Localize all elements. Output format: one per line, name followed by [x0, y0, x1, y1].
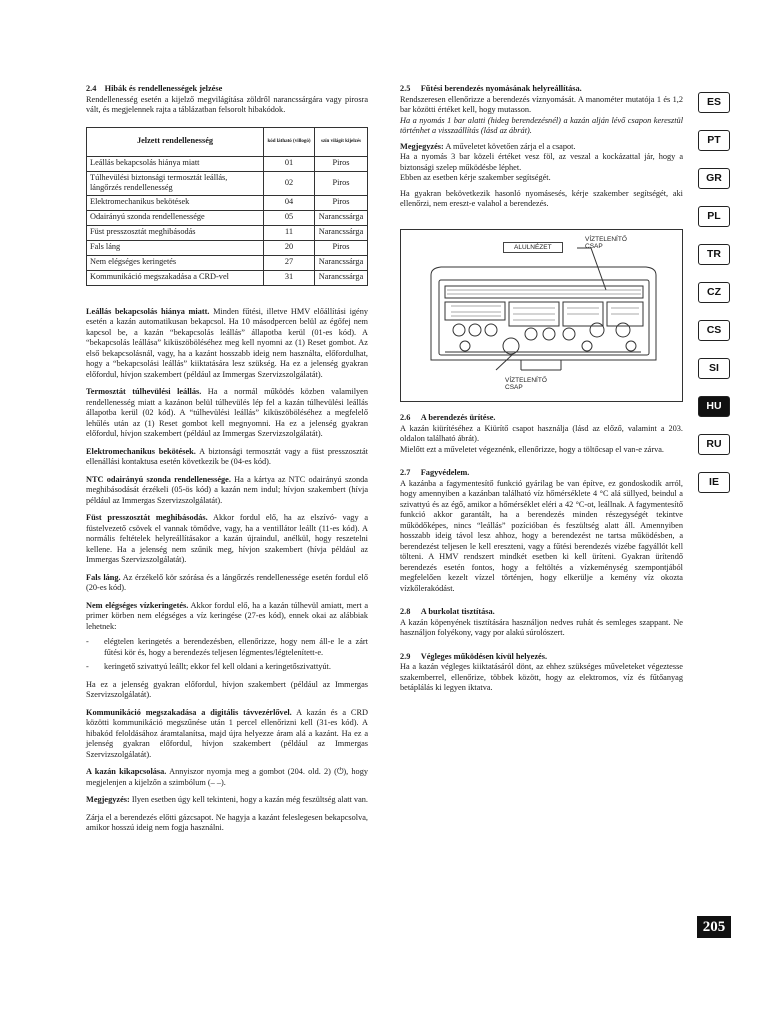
- section-2-5-p4: Ebben az esetben kérje szakember segítségét.: [400, 173, 551, 182]
- cell-fault: Kommunikáció megszakadása a CRD-vel: [87, 270, 264, 285]
- lead-switch-off: A kazán kikapcsolása.: [86, 767, 167, 776]
- cell-color: Piros: [315, 171, 368, 195]
- text-note: Ilyen esetben úgy kell tekinteni, hogy a kazán még feszültség alatt van.: [129, 795, 368, 804]
- section-2-4-title: 2.4 Hibák és rendellenességek jelzése: [86, 84, 223, 93]
- cell-code: 01: [264, 156, 315, 171]
- cell-code: 04: [264, 195, 315, 210]
- header-light: szín világít kijelzés: [315, 127, 368, 156]
- cell-color: Narancssárga: [315, 255, 368, 270]
- cell-color: Piros: [315, 240, 368, 255]
- lead-ignition-lockout: Leállás bekapcsolás hiánya miatt.: [86, 306, 210, 316]
- cell-color: Narancssárga: [315, 270, 368, 285]
- text-ignition-lockout: Minden fűtési, illetve HMV előállítási igény esetén a kazán automatikusan bekapcsol. Ha 10 másodpercen belül az égőfej nem kapcsol be, a kazán “bekapcsolás leállás” állapotba kerül (01-es kód). A “bekapcsolás leállása” kiküszöböléséhez meg kell nyomni az (1) Reset gombot. Az első bekapcsolásnál, vagy, ha a kazánt hosszabb ideig nem használta, előfordulhat, hogy a “bekapcsolási leállás” kiiktatására lesz szükség. Ha ez a jelenség gyakran előfordul, hívjon szakembert (például az Immergas Szervizszolgálatát).: [86, 306, 369, 379]
- paragraph-electromech: [86, 447, 368, 468]
- cell-color: Piros: [315, 195, 368, 210]
- tab-cs[interactable]: CS: [698, 320, 730, 341]
- lead-false-flame: Fals láng.: [86, 572, 121, 582]
- label-bottom-view: ALULNÉZET: [503, 242, 563, 253]
- cell-fault: Fals láng: [87, 240, 264, 255]
- text-false-flame: Az érzékelő kör szórása és a lángőrzés rendellenessége esetén fordul elő (20-es kód).: [86, 572, 368, 592]
- lead-note-2: Megjegyzés:: [400, 141, 444, 151]
- text-flue: Akkor fordul elő, ha az elszívó- vagy a füstelvezető csövek el vannak tömődve, vagy, ha a ventillátor leállt (11-es kód). A normális feltételek helyreállításakor a kazán újraindul, anélkül, hogy reszetelni kellene. Ha a jelenség nem szűnik meg, hívjon szakembert (hívja például az Immergas Szervizszolgálatát).: [86, 513, 368, 564]
- cell-code: 02: [264, 171, 315, 195]
- lead-note: Megjegyzés:: [86, 795, 130, 804]
- section-2-5-p1: [400, 95, 683, 137]
- text-circulation: Akkor fordul elő, ha a kazán túlhevül amiatt, mert a primer körben nem elégséges a víz keringése (27-es kód), ennek okai az alábbiak lehetnek:: [86, 600, 369, 631]
- cell-code: 20: [264, 240, 315, 255]
- section-2-6-title: 2.6 A berendezés ürítése.: [400, 413, 496, 422]
- text-switch-off: Annyiszor nyomja meg a gombot (204. old. 2) (⏻), hogy megjelenjen a kijelzőn a szimbólum (– –).: [86, 767, 369, 787]
- paragraph-call-service: Ha ez a jelenség gyakran előfordul, hívjon szakembert (például az Immergas Szervizszolgálatát).: [86, 679, 368, 699]
- cell-fault: Elektromechanikus bekötések: [87, 195, 264, 210]
- section-2-8-p1: A kazán köpenyének tisztítására használjon nedves ruhát és semleges szappant. Ne használjon folyékony, vagy por alakú súrolószert.: [400, 617, 683, 637]
- circulation-causes-list: [86, 637, 368, 673]
- language-tabs: [698, 92, 730, 510]
- table-row: [87, 195, 368, 210]
- paragraph-overheat: [86, 387, 368, 440]
- cell-color: Narancssárga: [315, 225, 368, 240]
- tab-pt[interactable]: PT: [698, 130, 730, 151]
- cell-code: 11: [264, 225, 315, 240]
- text-ntc: Ha a kártya az NTC odairányú szonda meghibásodását érzékeli (05-ös kód) a kazán nem indul; hívjon szakembert (hívja például az Immergas Szervizszolgálatát).: [86, 474, 368, 505]
- page-number: 205: [697, 916, 731, 938]
- paragraph-switch-off: [86, 767, 368, 788]
- tab-ie[interactable]: IE: [698, 472, 730, 493]
- paragraph-false-flame: [86, 573, 368, 594]
- boiler-bottom-view-diagram: [400, 229, 683, 402]
- section-2-6-p1: A kazán kiürítéséhez a Kiürítő csapot használja (lásd az előző, valamint a 203. oldalon található ábrát).: [400, 423, 683, 443]
- text-crd-comm: A kazán és a CRD közötti kommunikáció megszűnése után 1 percel ellenőrizni kell (31-es kód). A hibakód feloldásához áramtalanítsa, majd újra helyezze áram alá a kazánt. Ha ez a jelenség gyakran előfordul, hívjon szakembert (például az Immergas Szervizszolgálatát).: [86, 707, 368, 759]
- paragraph-circulation: [86, 601, 368, 633]
- header-fault: Jelzett rendellenesség: [87, 127, 264, 156]
- text-pressure-check: Rendszeresen ellenőrizze a berendezés víznyomását. A manométer mutatója 1 és 1,2 bar közötti értéket kell, hogy mutasson.: [400, 94, 683, 114]
- tab-pl[interactable]: PL: [698, 206, 730, 227]
- section-2-5-p2: [400, 142, 683, 153]
- tab-cz[interactable]: CZ: [698, 282, 730, 303]
- section-2-5-title: 2.5 Fűtési berendezés nyomásának helyreállítása.: [400, 84, 582, 93]
- section-2-9-title: 2.9 Végleges működésen kívül helyezés.: [400, 651, 548, 661]
- paragraph-note: [86, 795, 368, 806]
- text-close-valve: A műveletet követően zárja el a csapot.: [443, 141, 576, 151]
- table-row: [87, 156, 368, 171]
- tab-hu[interactable]: HU: [698, 396, 730, 417]
- section-2-4-intro: Rendellenesség esetén a kijelző megvilágítása zöldről narancssárgára vagy pirosra vált, és megjelennek rajta a táblázatban felsorolt hibakódok.: [86, 94, 368, 114]
- label-drain-cock-bottom: VÍZTELENÍTŐ CSAP: [505, 377, 547, 391]
- cell-code: 31: [264, 270, 315, 285]
- lead-ntc: NTC odairányú szonda rendellenessége.: [86, 474, 231, 484]
- tab-gr[interactable]: GR: [698, 168, 730, 189]
- text-electromech: A biztonsági termosztát vagy a füst presszosztát ellenállási kontaktusa esetén következik be (04-es kód).: [86, 446, 368, 466]
- tab-ru[interactable]: RU: [698, 434, 730, 455]
- cell-color: Piros: [315, 156, 368, 171]
- paragraph-crd-comm: [86, 708, 368, 761]
- header-code: kód látható (villogó): [264, 127, 315, 156]
- left-column: [86, 84, 368, 841]
- cell-fault: Nem elégséges keringetés: [87, 255, 264, 270]
- right-column-top: [400, 84, 683, 217]
- text-pressure-restore: Ha a nyomás 1 bar alatti (hideg berendezésnél) a kazán alján lévő csapon keresztül történhet a visszaállítás (lásd az ábrát).: [400, 115, 683, 135]
- tab-si[interactable]: SI: [698, 358, 730, 379]
- error-code-table: [86, 127, 368, 286]
- table-row: [87, 270, 368, 285]
- cell-code: 05: [264, 210, 315, 225]
- list-item: - elégtelen keringetés a berendezésben, ellenőrizze, hogy nem áll-e le a zárt fűtési kör és, hogy a berendezés teljesen légmentes/légtelenített-e.: [86, 637, 368, 658]
- cell-fault: Odairányú szonda rendellenessége: [87, 210, 264, 225]
- lead-overheat: Termosztát túlhevülési leállás.: [86, 387, 202, 396]
- table-header-row: [87, 127, 368, 156]
- lead-flue: Füst presszosztát meghibásodás.: [86, 513, 208, 522]
- paragraph-gas-cock: Zárja el a berendezés előtti gázcsapot. Ne hagyja a kazánt feleslegesen bekapcsolva, amikor hosszú ideig nem fogja használni.: [86, 812, 368, 832]
- table-row: [87, 210, 368, 225]
- cell-fault: Füst presszosztát meghibásodás: [87, 225, 264, 240]
- lead-crd-comm: Kommunikáció megszakadása a digitális távvezérlővel.: [86, 707, 292, 717]
- section-2-5-p3: Ha a nyomás 3 bar közeli értéket vesz föl, az veszal a kockázattal jár, hogy a biztonsági szelep működésbe léphet.: [400, 152, 683, 172]
- paragraph-ntc: [86, 475, 368, 507]
- section-2-9-p1: Ha a kazán végleges kiiktatásáról dönt, az ehhez szükséges műveleteket végeztesse szakemberrel, ellenőrize, többek között, hogy az elektromos, víz és fűtőanyag betáplálás ki legyen iktatva.: [400, 662, 683, 692]
- lead-circulation: Nem elégséges vízkeringetés.: [86, 600, 189, 610]
- right-column-bottom: [400, 413, 683, 701]
- tab-es[interactable]: ES: [698, 92, 730, 113]
- table-row: [87, 240, 368, 255]
- lead-electromech: Elektromechanikus bekötések.: [86, 446, 196, 456]
- paragraph-flue: [86, 513, 368, 566]
- cell-code: 27: [264, 255, 315, 270]
- paragraph-ignition-lockout: [86, 307, 368, 381]
- label-drain-cock-top: VÍZTELENÍTŐ CSAP: [585, 236, 627, 250]
- cell-color: Narancssárga: [315, 210, 368, 225]
- table-row: [87, 255, 368, 270]
- section-2-6-p2: Mielőtt ezt a műveletet végeznénk, ellenőrizze, hogy a töltőcsap el van-e zárva.: [400, 444, 664, 454]
- section-2-8-title: 2.8 A burkolat tisztítása.: [400, 607, 495, 616]
- section-2-7-title: 2.7 Fagyvédelem.: [400, 468, 470, 477]
- section-2-5-p5: Ha gyakran bekövetkezik hasonló nyomásesés, kérje szakember segítségét, aki ellenőrzi, nem ereszt-e valahol a berendezés.: [400, 188, 683, 208]
- table-row: [87, 171, 368, 195]
- section-2-7-p1: A kazánba a fagymentesítő funkció gyárilag be van építve, ez gondoskodik arról, hogy amennyiben a kazánban található víz hőmérséklete 4 °C alá süllyed, beindul a szivattyú és az égő, amikor a hőmérséklet eléri a 42 °C-ot, leállnak. A fagymentesítő funkció akkor garantált, ha a berendezés minden részegységét tekintve működőképes, nincs “leállás” pozícióban és feszültség alatt áll. Amennyiben hosszabb ideig távol lesz ahhoz, hogy a berendezést ne tartsa működésben, a berendezést teljesen le kell ereszteni, vagy a fűtési berendezés vizébe fagyállót kell tölteni. A HMV rendszert mindkét esetben ki kell üríteni. Gyakran ürítendő berendezés esetén fontos, hogy a feltöltés a vízkeménység szempontjából megfelelően kezelt vízzel történjen, hogy elkerülje a kemény víz okozta vízkőlerakódást.: [400, 478, 683, 593]
- cell-fault: Túlhevülési biztonsági termosztát leállás, lángőrzés rendellenesség: [87, 171, 264, 195]
- list-item: - keringető szivattyú leállt; ekkor fel kell oldani a keringetőszivattyút.: [86, 662, 368, 673]
- text-overheat: Ha a normál működés közben valamilyen rendellenesség miatt a kazánon belül túlhevülés lép fel a kazán túlhevülési leállás állapotba kerül (02 kód). A “túlhevülési leállás” kiküszöböléséhez a megfelelő lehűlés után az (1) Reset gombot kell megnyomni. Ha ez a jelenség gyakran előfordul, hívjon szakembert (például az Immergas Szervizszolgálatát).: [86, 387, 368, 438]
- table-row: [87, 225, 368, 240]
- tab-tr[interactable]: TR: [698, 244, 730, 265]
- cell-fault: Leállás bekapcsolás hiánya miatt: [87, 156, 264, 171]
